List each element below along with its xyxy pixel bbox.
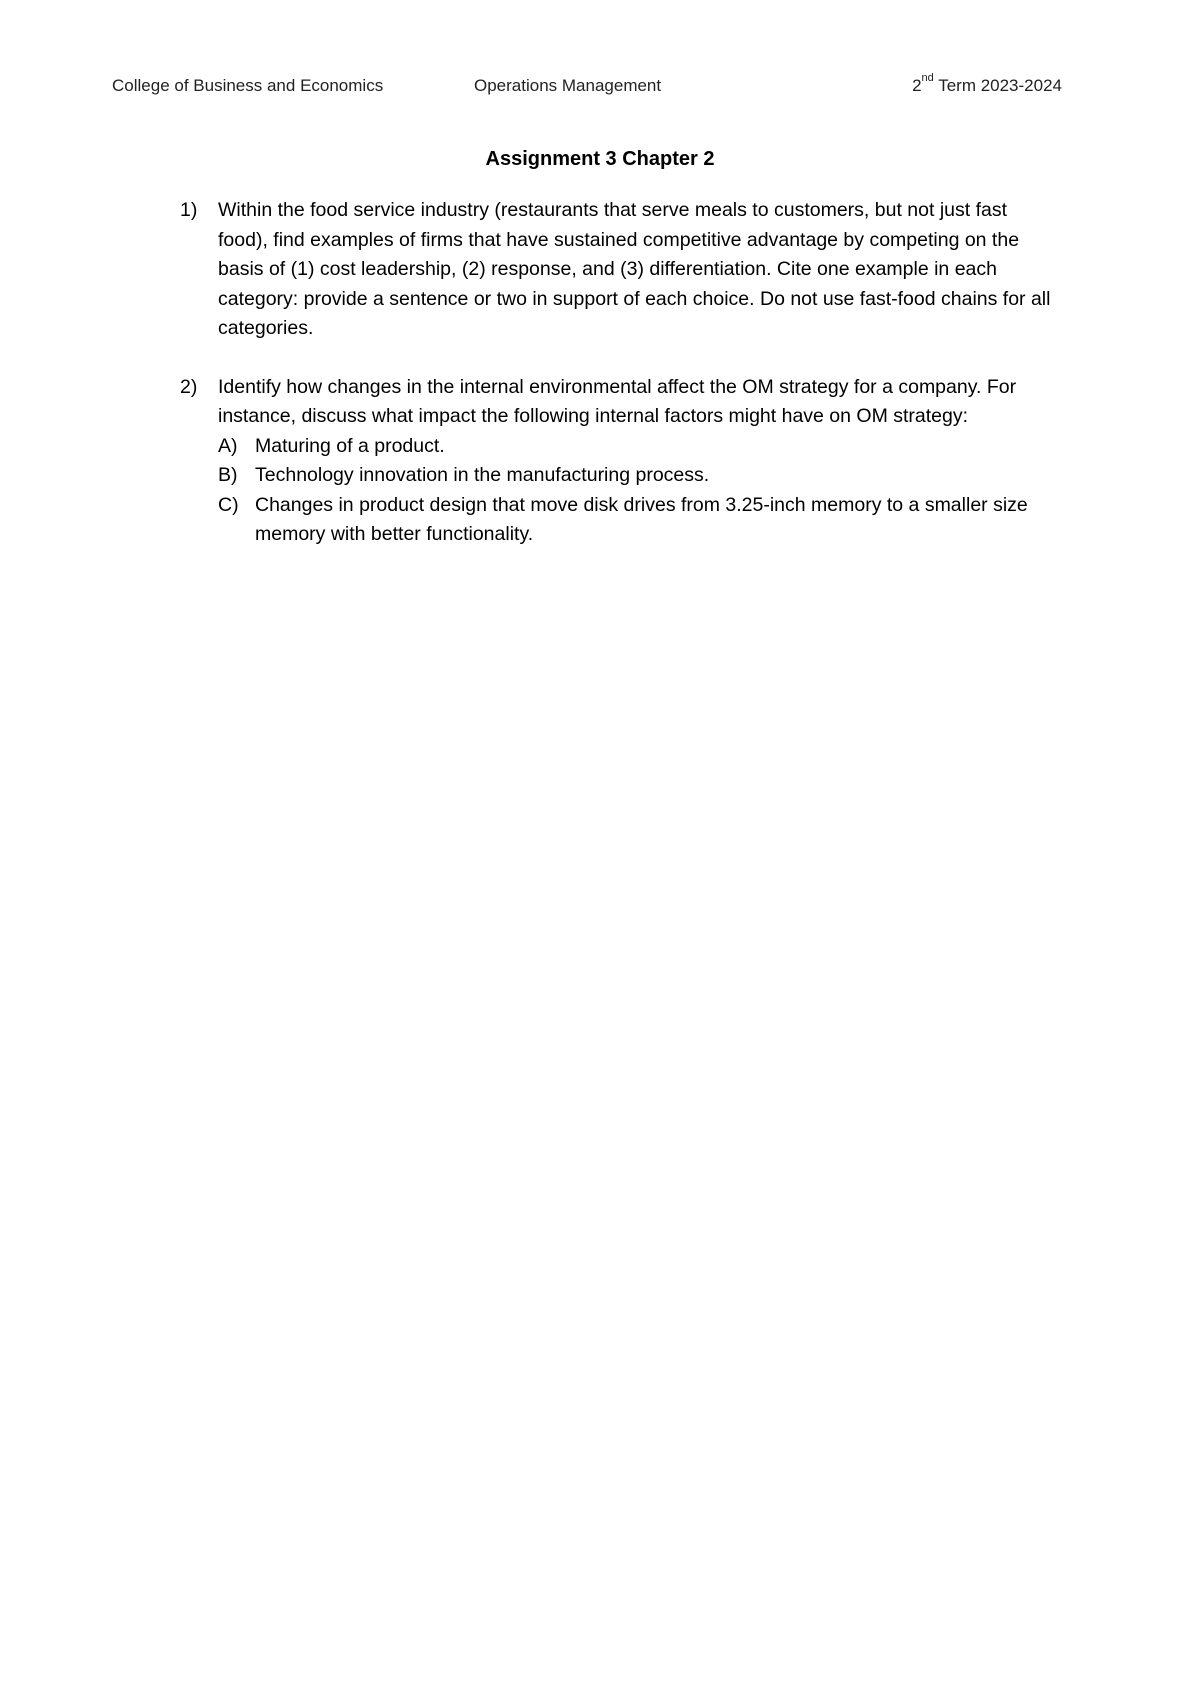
header-term xyxy=(912,72,1062,96)
subitem-text: Maturing of a product. xyxy=(255,434,445,457)
question-text: Identify how changes in the internal environmental affect the OM strategy for a company. For instance, discuss what impact the following internal factors might have on OM strategy: xyxy=(218,375,1017,427)
header-course: Operations Management xyxy=(474,76,662,95)
header-term-rest: Term 2023-2024 xyxy=(933,76,1062,95)
question-body xyxy=(218,373,1060,550)
question-number: 1) xyxy=(180,199,198,221)
page-header xyxy=(112,72,1062,100)
subitem-c xyxy=(218,491,1060,550)
subitem-a xyxy=(218,432,1060,462)
subitem-letter: B) xyxy=(218,464,238,486)
subitem-letter: C) xyxy=(218,493,239,516)
question-number: 2) xyxy=(180,375,198,398)
subitem-text: Changes in product design that move disk drives from 3.25-inch memory to a smaller size memory with better functionality. xyxy=(255,493,1028,545)
question-2 xyxy=(180,373,1060,550)
subitem-b xyxy=(218,461,1060,491)
question-list xyxy=(180,196,1060,579)
header-term-number: 2 xyxy=(912,76,922,95)
header-college: College of Business and Economics xyxy=(112,76,384,95)
question-1 xyxy=(180,196,1060,344)
subitem-text: Technology innovation in the manufacturing process. xyxy=(255,464,710,486)
header-term-suffix: nd xyxy=(921,72,934,84)
question-text: Within the food service industry (restaurants that serve meals to customers, but not just fast food), find examples of firms that have sustained competitive advantage by competing on the basis of (1) cost leadership, (2) response, and (3) differentiation. Cite one example in each category: provide a sentence or two in support of each choice. Do not use fast-food chains for all categories. xyxy=(218,199,1051,339)
assignment-title: Assignment 3 Chapter 2 xyxy=(485,148,715,170)
subitem-letter: A) xyxy=(218,434,238,457)
